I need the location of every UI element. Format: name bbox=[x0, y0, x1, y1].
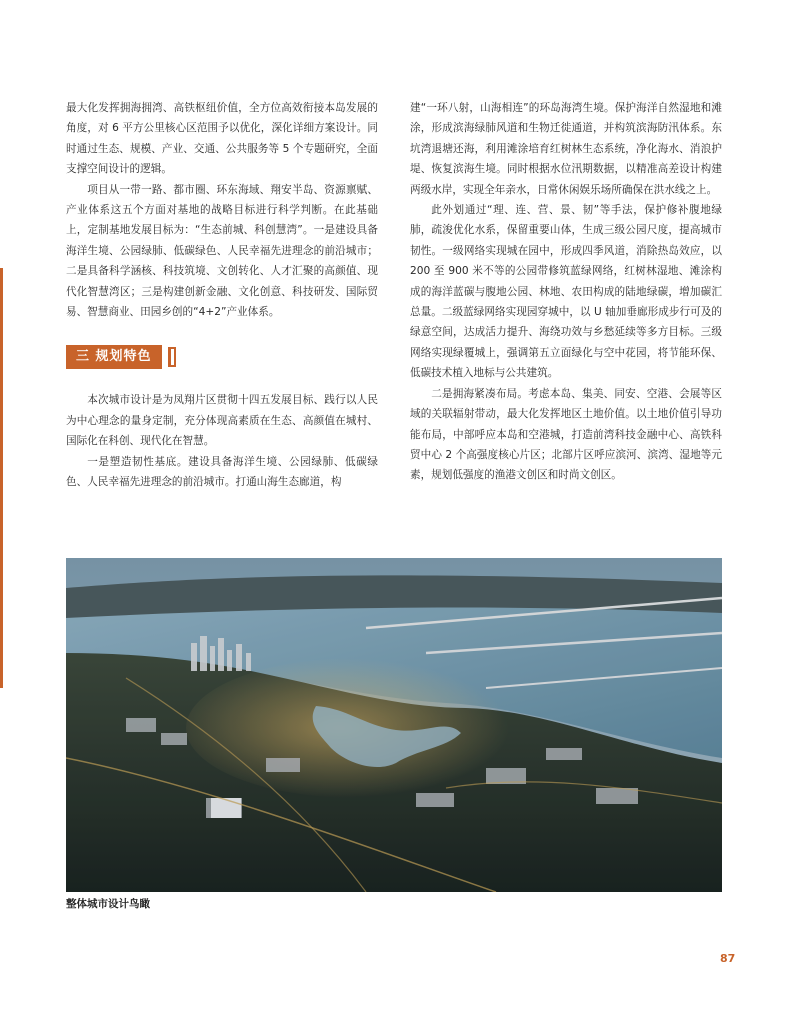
section-number: 三 bbox=[76, 349, 91, 365]
section-heading-label bbox=[66, 345, 162, 369]
right-text-column bbox=[410, 98, 722, 486]
aerial-city-photo bbox=[66, 558, 722, 892]
paragraph: 本次城市设计是为凤翔片区贯彻十四五发展目标、践行以人民为中心理念的量身定制，充分体现高素质在生态、高颜值在城村、国际化在科创、现代化在智慧。 bbox=[66, 394, 378, 448]
section-heading-ornament bbox=[168, 347, 176, 367]
paragraph: 建“一环八射，山海相连”的环岛海湾生境。保护海洋自然湿地和滩涂，形成滨海绿肺风道和生物迁徙通道，并构筑滨海防汛体系。东坑湾退塘还海，利用滩涂培育红树林生态系统，净化海水、消浪护堤、恢复滨海生境。同时根据水位汛期数据，以精准高差设计构建两级水岸，实现全年亲水，日常休闲娱乐场所确保在洪水线之上。 bbox=[410, 102, 722, 196]
aerial-city-illustration bbox=[66, 558, 722, 892]
figure-caption: 整体城市设计鸟瞰 bbox=[66, 898, 150, 910]
section-title: 规划特色 bbox=[95, 349, 152, 365]
page-edge-mark bbox=[0, 268, 3, 688]
section-heading bbox=[66, 344, 378, 370]
paragraph: 项目从一带一路、都市圈、环东海域、翔安半岛、资源禀赋、产业体系这五个方面对基地的战略目标进行科学判断。在此基础上，定制基地发展目标为：“生态前城、科创慧湾”。一是建设具备海洋生境、公园绿肺、低碳绿色、人民幸福先进理念的前沿城市；二是具备科学涵核、科技筑境、文创转化、人才汇聚的高颜值、现代化智慧湾区；三是构建创新金融、文化创意、科技研发、国际贸易、智慧商业、田园乡创的“4+2”产业体系。 bbox=[66, 183, 378, 319]
left-text-column bbox=[66, 98, 378, 493]
page-number: 87 bbox=[720, 952, 736, 965]
paragraph: 最大化发挥拥海拥湾、高铁枢纽价值，全方位高效衔接本岛发展的角度，对 6 平方公里核心区范围予以优化，深化详细方案设计。同时通过生态、规模、产业、交通、公共服务等 5 个专题研究，全面支撑空间设计的逻辑。 bbox=[66, 102, 378, 176]
paragraph: 二是拥海紧凑布局。考虑本岛、集美、同安、空港、会展等区域的关联辐射带动，最大化发挥地区土地价值。以土地价值引导功能布局，中部呼应本岛和空港城，打造前湾科技金融中心、高铁科贸中心 2 个高强度核心片区；北部片区呼应滨河、滨湾、湿地等元素，规划低强度的渔港文创区和时尚文创区。 bbox=[410, 387, 722, 482]
paragraph: 一是塑造韧性基底。建设具备海洋生境、公园绿肺、低碳绿色、人民幸福先进理念的前沿城市。打通山海生态廊道，构 bbox=[66, 455, 378, 489]
paragraph: 此外划通过“理、连、营、景、韧”等手法，保护修补腹地绿肺，疏浚优化水系，保留重要山体，生成三级公园尺度，提高城市韧性。一级网络实现城在园中，形成四季风道，消除热岛效应，以 200 至 900 米不等的公园带修筑蓝绿网络，红树林湿地、滩涂构成的海洋蓝碳与腹地公园、林地、农田构成的陆地绿碳，增加碳汇总量。二级蓝绿网络实现园穿城中，以 U 轴加垂廊形成步行可及的绿意空间，达成活力提升、海绕功效与乡愁延续等多方目标。三级网络实现绿覆城上，强调第五立面绿化与空中花园，将节能环保、低碳技术植入地标与公共建筑。 bbox=[410, 204, 722, 380]
